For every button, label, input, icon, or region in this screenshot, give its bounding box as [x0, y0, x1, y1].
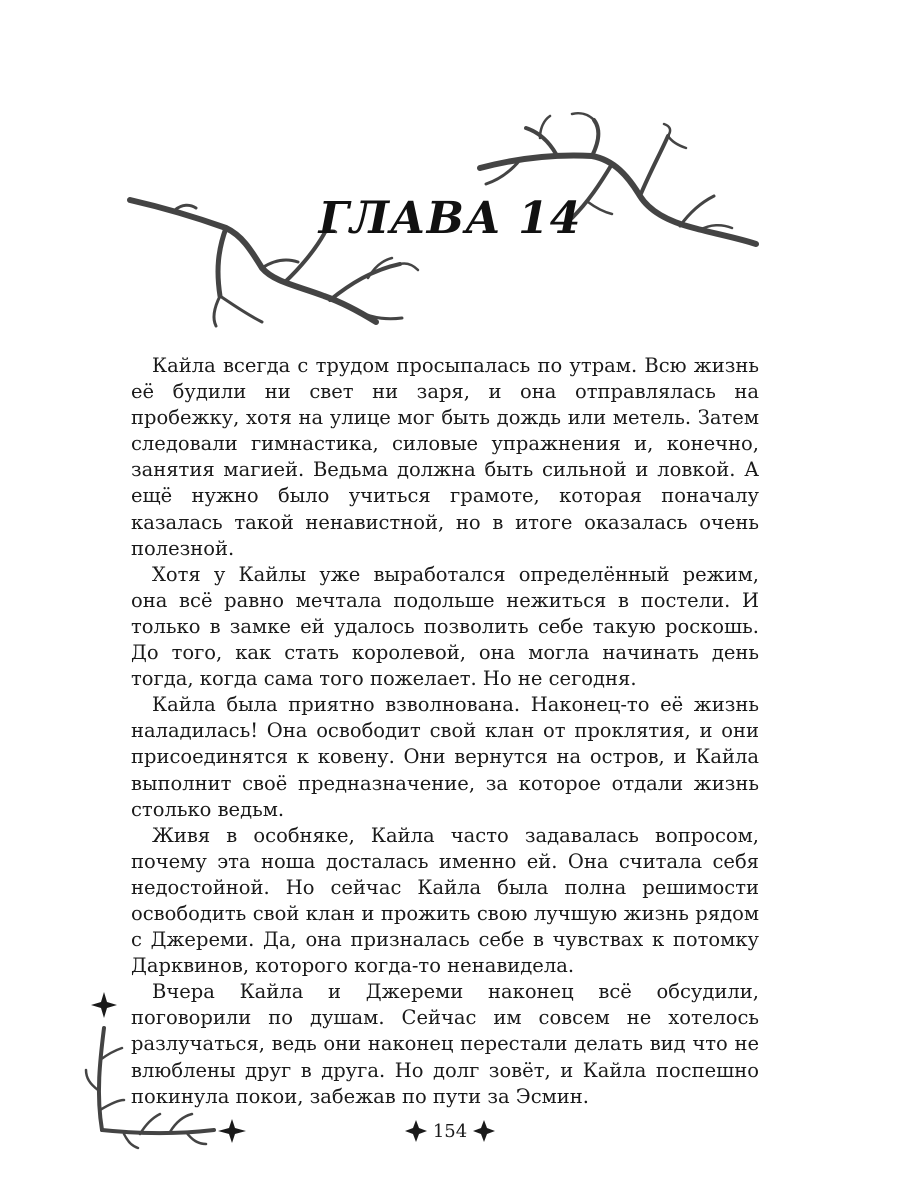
- corner-star-icon: [91, 992, 117, 1018]
- paragraph: Хотя у Кайлы уже выработался определённый режим, она всё равно мечтала подольше нежиться в постели. И только в замке ей удалось позволить себе такую роскошь. До того, как стать королевой, она могла начинать день тогда, когда сама того пожелает. Но не сегодня.: [131, 562, 759, 691]
- paragraph: Вчера Кайла и Джереми наконец всё обсудили, поговорили по душам. Сейчас им совсем не хотелось разлучаться, ведь они наконец перестали делать вид что не влюблены друг в друга. Но долг зовёт, и Кайла поспешно покинула покои, забежав по пути за Эсмин.: [131, 980, 759, 1108]
- four-point-star-icon: [473, 1120, 495, 1142]
- paragraph: Живя в особняке, Кайла часто задавалась вопросом, почему эта ноша досталась именно ей. Она считала себя недостойной. Но сейчас Кайла была полна решимости освободить свой клан и прожить свою лучшую жизнь рядом с Джереми. Да, она призналась себе в чувствах к потомку Дарквинов, которого когда-то ненавидела.: [131, 823, 759, 978]
- chapter-title: ГЛАВА 14: [318, 193, 582, 244]
- paragraph: Кайла всегда с трудом просыпалась по утрам. Всю жизнь её будили ни свет ни заря, и она отправлялась на пробежку, хотя на улице мог быть дождь или метель. Затем следовали гимнастика, силовые упражнения и, конечно, занятия магией. Ведьма должна быть сильной и ловкой. А ещё нужно было учиться грамоте, которая поначалу казалась такой ненавистной, но в итоге оказалась очень полезной.: [131, 354, 759, 560]
- page-footer: [0, 1120, 900, 1142]
- four-point-star-icon: [405, 1120, 427, 1142]
- corner-branch-ornament: [0, 0, 260, 1200]
- page-number: 154: [432, 1120, 468, 1142]
- paragraph: Кайла была приятно взволнована. Наконец-то её жизнь наладилась! Она освободит свой клан от проклятия, и они присоединятся к ковену. Они вернутся на остров, и Кайла выполнит своё предназначение, за которое отдали жизнь столько ведьм.: [131, 693, 759, 821]
